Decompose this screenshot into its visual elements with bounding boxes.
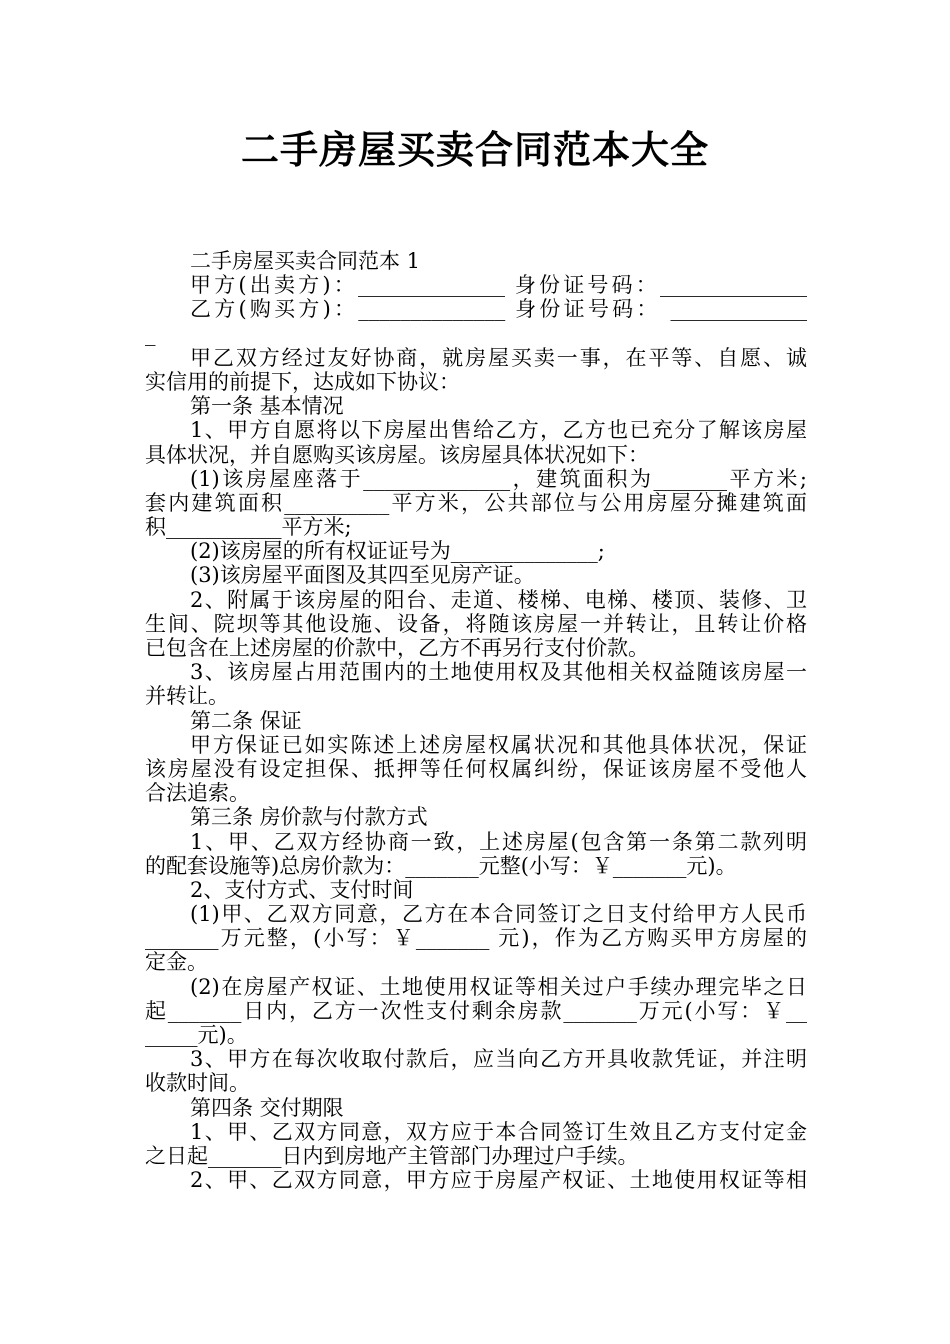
contract-line: 第二条 保证: [190, 708, 302, 733]
contract-line: _____元)。: [145, 1023, 248, 1047]
contract-body: [145, 249, 807, 1192]
contract-line: (2)该房屋的所有权证证号为______________;: [190, 539, 605, 564]
contract-line: 已包含在上述房屋的价款中，乙方不再另行支付价款。: [145, 636, 649, 660]
contract-line: 二手房屋买卖合同范本 1: [190, 249, 421, 273]
contract-line: 3、甲方在每次收取付款后，应当向乙方开具收款凭证，并注明: [190, 1047, 807, 1072]
contract-line: 1、甲、乙双方经协商一致，上述房屋(包含第一条第二款列明: [190, 829, 807, 854]
contract-line: (1)该房屋座落于______________，建筑面积为_______平方米;: [190, 466, 807, 491]
contract-line: 第四条 交付期限: [190, 1095, 344, 1120]
contract-line: 甲方保证已如实陈述上述房屋权属状况和其他具体状况，保证: [190, 732, 807, 757]
contract-line: _: [145, 321, 156, 346]
contract-line: 第三条 房价款与付款方式: [190, 805, 428, 830]
contract-line: (3)该房屋平面图及其四至见房产证。: [190, 563, 535, 588]
contract-line: 2、附属于该房屋的阳台、走道、楼梯、电梯、楼顶、装修、卫: [190, 587, 807, 612]
contract-line: 合法追索。: [145, 781, 250, 806]
contract-line: 3、该房屋占用范围内的土地使用权及其他相关权益随该房屋一: [190, 660, 807, 685]
contract-line: 2、支付方式、支付时间: [190, 877, 414, 902]
contract-line: 定金。: [145, 950, 208, 975]
contract-line: 2、甲、乙双方同意，甲方应于房屋产权证、土地使用权证等相: [190, 1168, 807, 1193]
contract-line: 甲乙双方经过友好协商，就房屋买卖一事，在平等、自愿、诚: [190, 345, 807, 370]
contract-line: 的配套设施等)总房价款为：_______元整(小写：￥_______元)。: [145, 853, 737, 878]
contract-line: 收款时间。: [145, 1071, 250, 1096]
contract-line: 具体状况，并自愿购买该房屋。该房屋具体状况如下：: [145, 442, 649, 467]
contract-line: (1)甲、乙双方同意，乙方在本合同签订之日支付给甲方人民币: [190, 902, 807, 927]
contract-line: 乙方(购买方)：______________ 身份证号码： _____________: [190, 297, 807, 322]
contract-line: 之日起_______日内到房地产主管部门办理过户手续。: [145, 1143, 639, 1168]
contract-line: 并转让。: [145, 684, 229, 709]
contract-line: 甲方(出卖方)：______________ 身份证号码：______________: [190, 273, 807, 298]
contract-line: 1、甲、乙双方同意，双方应于本合同签订生效且乙方支付定金: [190, 1119, 807, 1144]
contract-line: (2)在房屋产权证、土地使用权证等相关过户手续办理完毕之日: [190, 974, 807, 999]
contract-line: 第一条 基本情况: [190, 394, 344, 419]
contract-line: _______万元整，(小写：￥_______ 元)，作为乙方购买甲方房屋的: [145, 926, 807, 951]
contract-line: 实信用的前提下，达成如下协议：: [145, 369, 460, 394]
contract-line: 生间、院坝等其他设施、设备，将随该房屋一并转让，且转让价格: [145, 611, 807, 636]
contract-line: 1、甲方自愿将以下房屋出售给乙方，乙方也已充分了解该房屋: [190, 418, 807, 443]
contract-line: 起_______日内，乙方一次性支付剩余房款_______万元(小写：￥__: [145, 998, 807, 1023]
contract-line: 积___________平方米;: [145, 515, 352, 540]
contract-line: 该房屋没有设定担保、抵押等任何权属纠纷，保证该房屋不受他人: [145, 756, 807, 781]
document-title: 二手房屋买卖合同范本大全: [240, 128, 709, 172]
contract-line: 套内建筑面积__________平方米，公共部位与公用房屋分摊建筑面: [145, 490, 807, 515]
